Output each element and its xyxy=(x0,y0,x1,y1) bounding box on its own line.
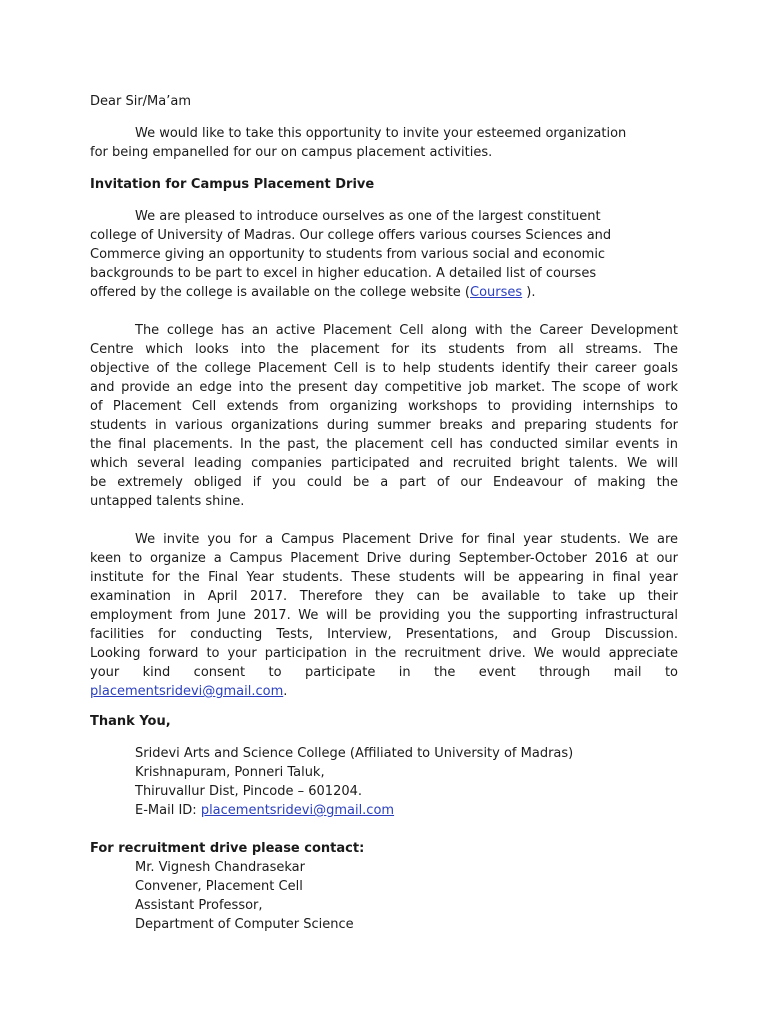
text-segment: E-Mail ID: xyxy=(135,803,201,818)
intro-paragraph xyxy=(90,124,678,162)
text-line: Commerce giving an opportunity to students from various social and economic xyxy=(90,247,606,262)
text-line: and provide an edge into the present day competitive job market. The scope of work xyxy=(90,380,678,395)
email-link[interactable]: placementsridevi@gmail.com xyxy=(90,684,284,699)
text-line: keen to organize a Campus Placement Drive during September-October 2016 at our xyxy=(90,551,678,566)
text-line: Looking forward to your participation in the recruitment drive. We would appreciate xyxy=(90,646,678,661)
text-line xyxy=(90,283,678,302)
text-line: facilities for conducting Tests, Interview, Presentations, and Group Discussion. xyxy=(90,627,678,642)
text-line: Assistant Professor, xyxy=(135,898,263,913)
text-line xyxy=(90,682,678,701)
text-line: for being empanelled for our on campus placement activities. xyxy=(90,145,493,160)
text-line: of Placement Cell extends from organizing workshops to providing internships to xyxy=(90,399,678,414)
email-link[interactable]: placementsridevi@gmail.com xyxy=(200,803,395,818)
text-line: students in various organizations during summer breaks and preparing students for xyxy=(90,418,678,433)
text-line: We are pleased to introduce ourselves as one of the largest constituent xyxy=(135,209,601,224)
text-line: your kind consent to participate in the event through mail to xyxy=(90,665,678,680)
text-line: Sridevi Arts and Science College (Affiliated to University of Madras) xyxy=(135,746,574,761)
text-line: college of University of Madras. Our college offers various courses Sciences and xyxy=(90,228,612,243)
text-line xyxy=(90,801,678,820)
text-line: Convener, Placement Cell xyxy=(135,879,303,894)
text-line: Department of Computer Science xyxy=(135,917,354,932)
paragraph-introduction xyxy=(90,207,678,302)
spacer xyxy=(90,511,678,530)
spacer xyxy=(90,701,678,712)
text-line: examination in April 2017. Therefore they can be available to take up their xyxy=(90,589,678,604)
text-line: The college has an active Placement Cell along with the Career Development xyxy=(135,323,678,338)
text-line: Krishnapuram, Ponneri Taluk, xyxy=(135,765,325,780)
paragraph-invitation xyxy=(90,530,678,701)
contact-details xyxy=(90,858,678,934)
letter-document xyxy=(90,92,678,934)
text-line: which several leading companies participated and recruited bright talents. We will xyxy=(90,456,678,471)
text-line: We invite you for a Campus Placement Drive for final year students. We are xyxy=(135,532,678,547)
spacer xyxy=(90,194,678,207)
text-line: be extremely obliged if you could be a part of our Endeavour of making the xyxy=(90,475,678,490)
spacer xyxy=(90,731,678,744)
text-segment: . xyxy=(283,684,288,699)
contact-heading: For recruitment drive please contact: xyxy=(90,841,365,856)
paragraph-placement-cell xyxy=(90,321,678,511)
text-line: Mr. Vignesh Chandrasekar xyxy=(135,860,305,875)
courses-link[interactable]: Courses xyxy=(470,285,523,300)
section-heading: Invitation for Campus Placement Drive xyxy=(90,177,375,192)
text-line: backgrounds to be part to excel in higher education. A detailed list of courses xyxy=(90,266,597,281)
text-line: the final placements. In the past, the placement cell has conducted similar events in xyxy=(90,437,678,452)
text-line: Centre which looks into the placement for its students from all streams. The xyxy=(90,342,678,357)
college-address xyxy=(90,744,678,820)
spacer xyxy=(90,820,678,839)
text-line: We would like to take this opportunity to invite your esteemed organization xyxy=(135,126,627,141)
text-line: Thiruvallur Dist, Pincode – 601204. xyxy=(135,784,363,799)
text-line: employment from June 2017. We will be providing you the supporting infrastructural xyxy=(90,608,678,623)
text-line: objective of the college Placement Cell is to help students identify their career goals xyxy=(90,361,678,376)
text-line: institute for the Final Year students. These students will be appearing in final year xyxy=(90,570,678,585)
spacer xyxy=(90,162,678,175)
text-segment: ). xyxy=(522,285,536,300)
spacer xyxy=(90,111,678,124)
spacer xyxy=(90,302,678,321)
closing: Thank You, xyxy=(90,714,171,729)
text-segment: offered by the college is available on the college website ( xyxy=(90,285,470,300)
greeting: Dear Sir/Ma’am xyxy=(90,94,191,109)
text-line: untapped talents shine. xyxy=(90,494,245,509)
